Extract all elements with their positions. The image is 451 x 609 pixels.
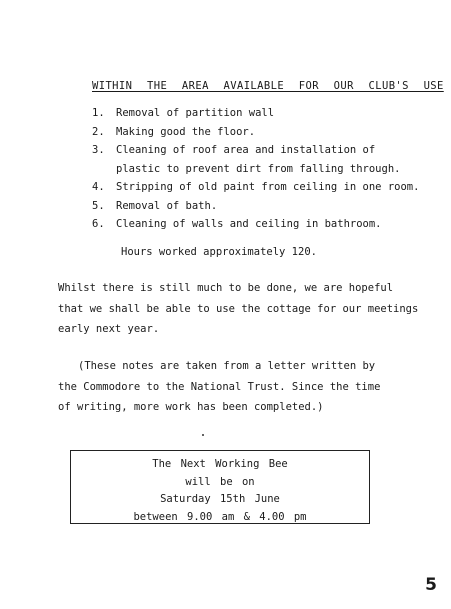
- list-item-number: 1.: [92, 107, 105, 119]
- list-item-number: 2.: [92, 125, 105, 138]
- paragraph-line: of writing, more work has been completed.): [58, 401, 324, 413]
- working-bee-notice: [70, 450, 370, 524]
- list-item-number: 5.: [92, 199, 105, 212]
- hopeful-paragraph: [58, 278, 418, 340]
- notice-line: will be on: [185, 475, 255, 488]
- paragraph-line: early next year.: [58, 323, 160, 335]
- list-item: [92, 197, 432, 216]
- section-heading: WITHIN THE AREA AVAILABLE FOR OUR CLUB'S USE: [92, 80, 444, 92]
- list-item: [92, 141, 432, 178]
- list-item-text: Making good the floor.: [116, 125, 256, 138]
- hours-worked: Hours worked approximately 120.: [121, 246, 317, 258]
- list-item-text: Cleaning of walls and ceiling in bathroom.: [116, 218, 382, 230]
- paragraph-line: (These notes are taken from a letter written by: [78, 360, 376, 372]
- notice-line: Saturday 15th June: [160, 493, 280, 505]
- list-item-text: Removal of bath.: [116, 199, 218, 212]
- list-item: [92, 215, 432, 234]
- paragraph-line: Whilst there is still much to be done, we are hopeful: [58, 282, 394, 294]
- notice-line: between 9.00 am & 4.00 pm: [133, 510, 307, 523]
- list-item-text: Stripping of old paint from ceiling in one room.: [116, 181, 420, 193]
- notice-line: The Next Working Bee: [152, 458, 288, 470]
- work-list: [92, 104, 432, 234]
- list-item-number: 4.: [92, 181, 105, 193]
- list-item: [92, 178, 432, 197]
- stray-mark: [202, 434, 204, 436]
- list-item-text: Removal of partition wall: [116, 107, 275, 119]
- paragraph-line: the Commodore to the National Trust. Since the time: [58, 380, 381, 393]
- page-number: 5: [425, 575, 437, 595]
- list-item-number: 6.: [92, 218, 105, 230]
- list-item: [92, 123, 432, 142]
- notes-paragraph: [58, 356, 380, 418]
- paragraph-line: that we shall be able to use the cottage for our meetings: [58, 302, 419, 315]
- list-item-number: 3.: [92, 144, 105, 156]
- list-item-text: Cleaning of roof area and installation of plastic to prevent dirt from falling through.: [116, 144, 401, 175]
- list-item: [92, 104, 432, 123]
